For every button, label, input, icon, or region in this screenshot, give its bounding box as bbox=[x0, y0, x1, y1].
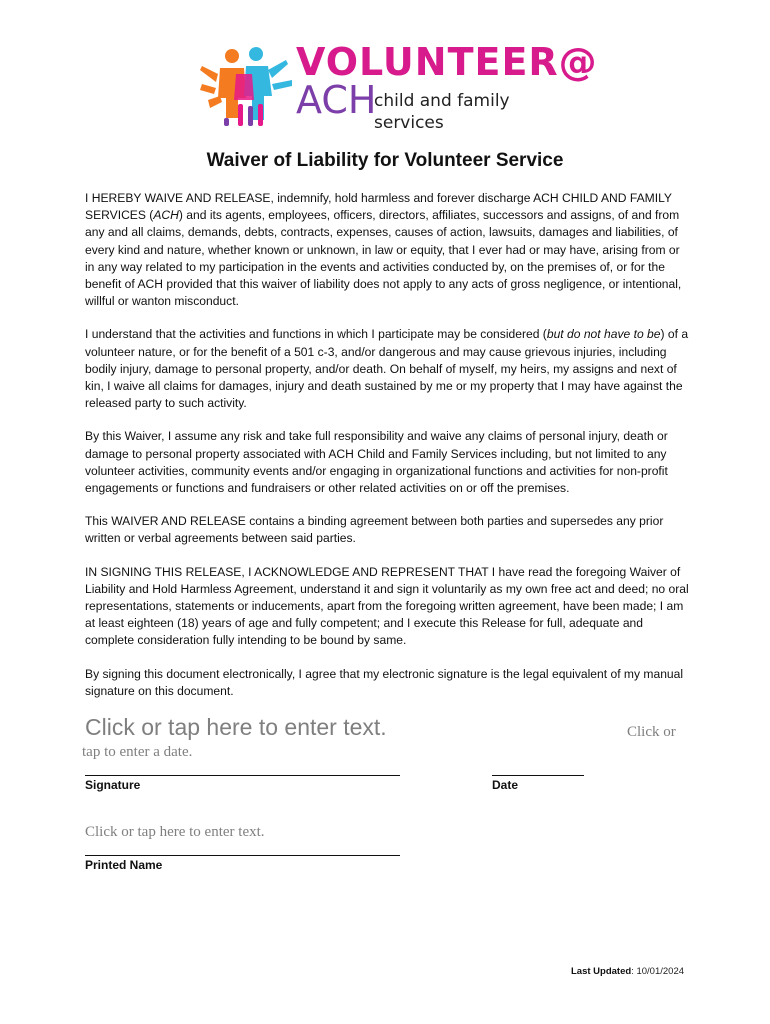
printed-name-label: Printed Name bbox=[85, 858, 163, 872]
logo-ach-text: ACH bbox=[296, 78, 377, 122]
logo bbox=[198, 40, 598, 133]
paragraph-binding-agreement: This WAIVER AND RELEASE contains a binding agreement between both parties and supersedes any prior written or verbal agreements between said parties. bbox=[85, 514, 664, 546]
printed-name-line bbox=[85, 855, 400, 856]
printed-name-input[interactable]: Click or tap here to enter text. bbox=[85, 824, 265, 840]
document-body bbox=[85, 190, 691, 716]
volunteer-hands-icon bbox=[198, 44, 296, 128]
paragraph-electronic-signature: By signing this document electronically, I agree that my electronic signature is the legal equivalent of my manual signature on this document. bbox=[85, 666, 684, 698]
document-title: Waiver of Liability for Volunteer Service bbox=[206, 150, 564, 171]
date-label: Date bbox=[492, 778, 519, 792]
logo-subtitle-text: child and family services bbox=[374, 91, 510, 133]
paragraph-acknowledge: IN SIGNING THIS RELEASE, I ACKNOWLEDGE AND REPRESENT THAT I have read the foregoing Waiver of Liability and Hold Harmless Agreement, understand it and sign it voluntarily as my own free act and deed; no oral representations, statements or inducements, apart from the foregoing written agreement, have been made; I am at least eighteen (18) years of age and fully competent; and I execute this Release for full, adequate and complete consideration fully intending to be bound by same. bbox=[85, 564, 689, 648]
date-input-continued[interactable]: tap to enter a date. bbox=[82, 744, 193, 760]
logo-volunteer-text: VOLUNTEER@ bbox=[296, 40, 598, 84]
signature-line bbox=[85, 775, 400, 776]
paragraph-waiver-release: I HEREBY WAIVE AND RELEASE, indemnify, hold harmless and forever discharge ACH CHILD AND FAMILY SERVICES (ACH) and its agents, employees, officers, directors, affiliates, successors and assigns, of and from any and all claims, demands, debts, contracts, expenses, causes of action, lawsuits, damages and liabilities, of every kind and nature, whether known or unknown, in law or equity, that I ever had or may have, arising from or in any way related to my participation in the events and activities conducted by, on the premises of, or for the benefit of ACH provided that this waiver of liability does not apply to any acts of gross negligence, or intentional, willful or wanton misconduct. bbox=[85, 191, 682, 309]
date-line bbox=[492, 775, 584, 776]
signature-input[interactable]: Click or tap here to enter text. bbox=[85, 714, 387, 740]
signature-label: Signature bbox=[85, 778, 141, 792]
paragraph-activities: I understand that the activities and functions in which I participate may be considered (but do not have to be) of a volunteer nature, or for the benefit of a 501 c-3, and/or dangerous and may cause grievous injuries, including bodily injury, damage to personal property, and/or death. On behalf of myself, my heirs, my assigns and next of kin, I waive all claims for damages, injury and death sustained by me or my property that I may have against the released party to such activity. bbox=[85, 327, 689, 411]
date-input[interactable]: Click or bbox=[627, 724, 676, 740]
paragraph-assume-risk: By this Waiver, I assume any risk and take full responsibility and waive any claims of personal injury, death or damage to personal property associated with ACH Child and Family Services including, but not limited to any volunteer activities, community events and/or engaging in organizational functions and activities for non-profit engagements or functions and fundraisers or other related activities on or off the premises. bbox=[85, 429, 668, 496]
last-updated: Last Updated: 10/01/2024 bbox=[571, 966, 685, 977]
